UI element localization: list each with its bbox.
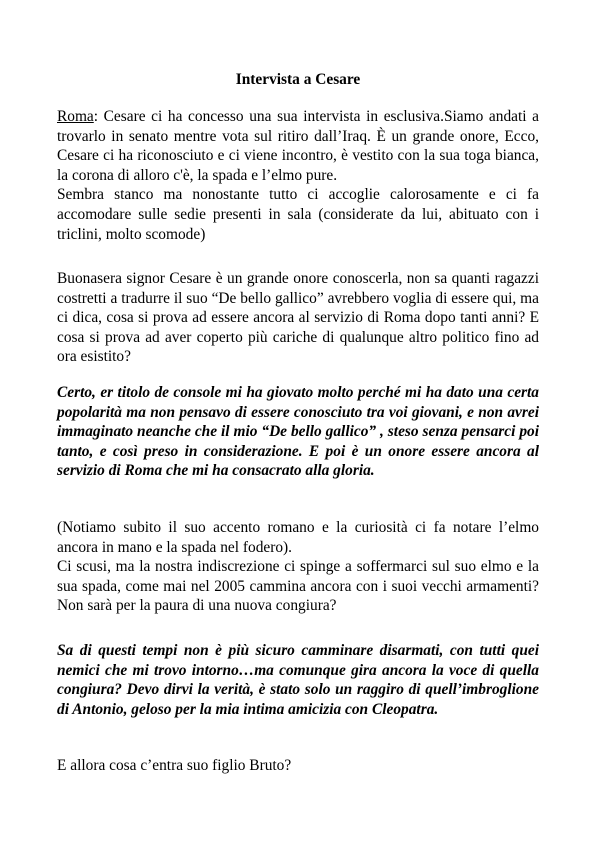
answer-1 bbox=[57, 383, 539, 481]
document-title: Intervista a Cesare bbox=[235, 71, 361, 88]
note-text: (Notiamo subito il suo accento romano e la curiosità ci fa notare l’elmo ancora in mano e la spada nel fodero). bbox=[57, 519, 539, 556]
question-3 bbox=[57, 756, 539, 776]
intro-place: Roma bbox=[57, 108, 94, 125]
question-1-text: Buonasera signor Cesare è un grande onore conoscerla, non sa quanti ragazzi costretti a tradurre il suo “De bello gallico” avrebbero voglia di essere qui, ma ci dica, cosa si prova ad essere ancora al servizio di Roma dopo tanti anni? E cosa si prova ad aver coperto più cariche di qualunque altro politico fino ad ora esistito? bbox=[57, 270, 539, 366]
intro-paragraph bbox=[57, 107, 539, 185]
intro-block bbox=[57, 107, 539, 244]
answer-2-text: Sa di questi tempi non è più sicuro camminare disarmati, con tutti quei nemici che mi trovo intorno…ma comunque gira ancora la voce di quella congiura? Devo dirvi la verità, è stato solo un raggiro di quell’imbroglione di Antonio, geloso per la mia intima amicizia con Cleopatra. bbox=[57, 642, 539, 718]
intro-text: : Cesare ci ha concesso una sua intervista in esclusiva.Siamo andati a trovarlo in senato mentre vota sul ritiro dall’Iraq. È un grande onore, Ecco, Cesare ci ha riconosciuto e ci viene incontro, è vestito con la sua toga bianca, la corona di alloro c'è, la spada e l’elmo pure. bbox=[57, 108, 539, 184]
question-3-text: E allora cosa c’entra suo figlio Bruto? bbox=[57, 757, 292, 774]
question-2-text: Ci scusi, ma la nostra indiscrezione ci spinge a soffermarci sul suo elmo e la sua spada, come mai nel 2005 cammina ancora con i suoi vecchi armamenti? Non sarà per la paura di una nuova congiura? bbox=[57, 558, 539, 615]
note-and-question-2 bbox=[57, 518, 539, 616]
question-1 bbox=[57, 269, 539, 367]
answer-1-text: Certo, er titolo de console mi ha giovato molto perché mi ha dato una certa popolarità ma non pensavo di essere conosciuto tra voi giovani, e non avrei immaginato neanche che il mio “De bello gallico” , steso senza pensarci poi tanto, e così preso in considerazione. E poi è un onore essere ancora al servizio di Roma che mi ha consacrato alla gloria. bbox=[57, 384, 539, 480]
intro-paragraph-2: Sembra stanco ma nonostante tutto ci accoglie calorosamente e ci fa accomodare sulle sedie presenti in sala (considerate da lui, abituato con i triclini, molto scomode) bbox=[57, 186, 539, 243]
answer-2 bbox=[57, 641, 539, 719]
